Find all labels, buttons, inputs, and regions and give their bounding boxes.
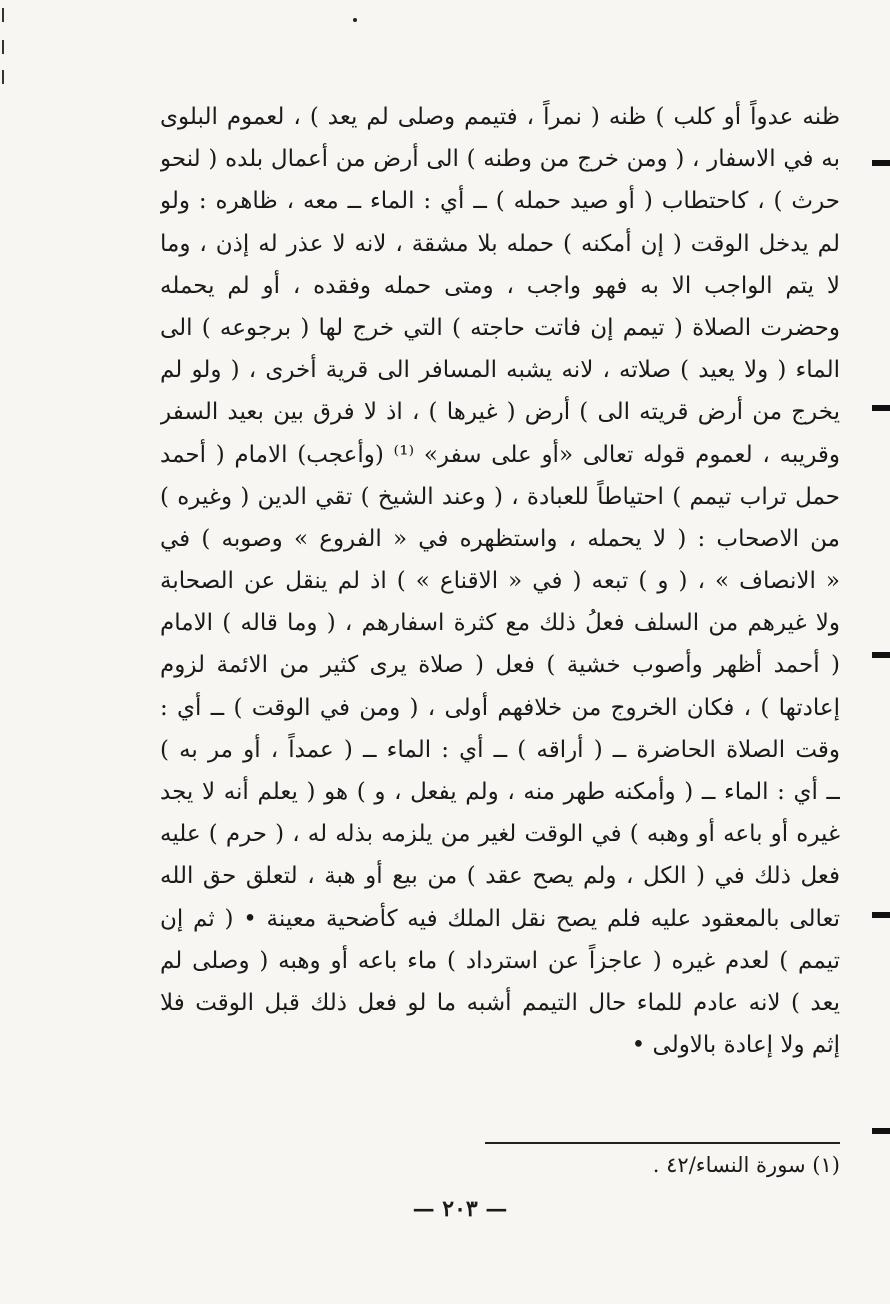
text-line: فعل ذلك في ( الكل ، ولم يصح عقد ) من بيع أو هبة ، لتعلق حق الله	[160, 863, 840, 890]
edge-tick	[872, 160, 890, 166]
text-line: ظنه عدواً أو كلب ) ظنه ( نمراً ، فتيمم وصلى لم يعد ) ، لعموم البلوى	[160, 104, 840, 130]
text-line: ( أحمد أظهر وأصوب خشية ) فعل ( صلاة يرى كثير من الائمة لزوم	[160, 652, 840, 679]
text-line: الماء ( ولا يعيد ) صلاته ، لانه يشبه المسافر الى قرية أخرى ، ( ولو لم	[160, 357, 840, 384]
text-line: حمل تراب تيمم ) احتياطاً للعبادة ، ( وعند الشيخ ) تقي الدين ( وغيره )	[160, 483, 840, 510]
text-line: وحضرت الصلاة ( تيمم إن فاتت حاجته ) التي خرج لها ( برجوعه ) الى	[160, 314, 840, 341]
footnote-divider	[485, 1142, 840, 1144]
edge-tick	[872, 405, 890, 411]
edge-tick	[872, 652, 890, 658]
text-line: « الانصاف » ، ( و ) تبعه ( في « الاقناع » ) اذ لم ينقل عن الصحابة	[160, 568, 840, 595]
edge-tick	[872, 912, 890, 918]
text-line: تيمم ) لعدم غيره ( عاجزاً عن استرداد ) ماء باعه أو وهبه ( وصلى لم	[160, 947, 840, 974]
footnote: (١) سورة النساء/٤٢ .	[652, 1153, 840, 1177]
text-line: ولا غيرهم من السلف فعلُ ذلك مع كثرة اسفارهم ، ( وما قاله ) الامام	[160, 610, 840, 637]
text-line: لا يتم الواجب الا به فهو واجب ، ومتى حمله وفقده ، أو لم يحمله	[160, 272, 840, 299]
text-line: يعد ) لانه عادم للماء حال التيمم أشبه ما لو فعل ذلك قبل الوقت فلا	[160, 989, 840, 1016]
text-line: حرث ) ، كاحتطاب ( أو صيد حمله ) ــ أي : الماء ــ معه ، ظاهره : ولو	[160, 188, 840, 215]
main-text	[160, 96, 840, 1066]
text-line: ــ أي : الماء ــ ( وأمكنه طهر منه ، ولم يفعل ، و ) هو ( يعلم أنه لا يجد	[160, 779, 840, 805]
text-line: لم يدخل الوقت ( إن أمكنه ) حمله بلا مشقة ، لانه لا عذر له إذن ، وما	[160, 230, 840, 257]
text-line: من الاصحاب : ( لا يحمله ، واستظهره في « الفروع » وصوبه ) في	[160, 525, 840, 552]
scan-edge-marks	[0, 0, 6, 120]
scan-dot	[353, 18, 357, 22]
text-line: إعادتها ) ، فكان الخروج من خلافهم أولى ، ( ومن في الوقت ) ــ أي :	[160, 694, 840, 721]
text-line: غيره أو باعه أو وهبه ) في الوقت لغير من يلزمه بذله له ، ( حرم ) عليه	[160, 821, 840, 848]
text-line: إثم ولا إعادة بالاولى •	[631, 1032, 840, 1059]
text-line: تعالى بالمعقود عليه فلم يصح نقل الملك فيه كأضحية معينة • ( ثم إن	[160, 905, 840, 932]
page-number: — ٢٠٣ —	[412, 1196, 508, 1222]
text-line: وقريبه ، لعموم قوله تعالى «أو على سفر» ⁽¹⁾ (وأعجب) الامام ( أحمد	[160, 441, 840, 468]
text-line: به في الاسفار ، ( ومن خرج من وطنه ) الى أرض من أعمال بلده ( لنحو	[160, 146, 840, 173]
text-line: وقت الصلاة الحاضرة ــ ( أراقه ) ــ أي : الماء ــ ( عمداً ، أو مر به )	[160, 736, 840, 763]
edge-tick	[872, 1128, 890, 1134]
text-line: يخرج من أرض قريته الى ) أرض ( غيرها ) ، اذ لا فرق بين بعيد السفر	[160, 399, 840, 426]
